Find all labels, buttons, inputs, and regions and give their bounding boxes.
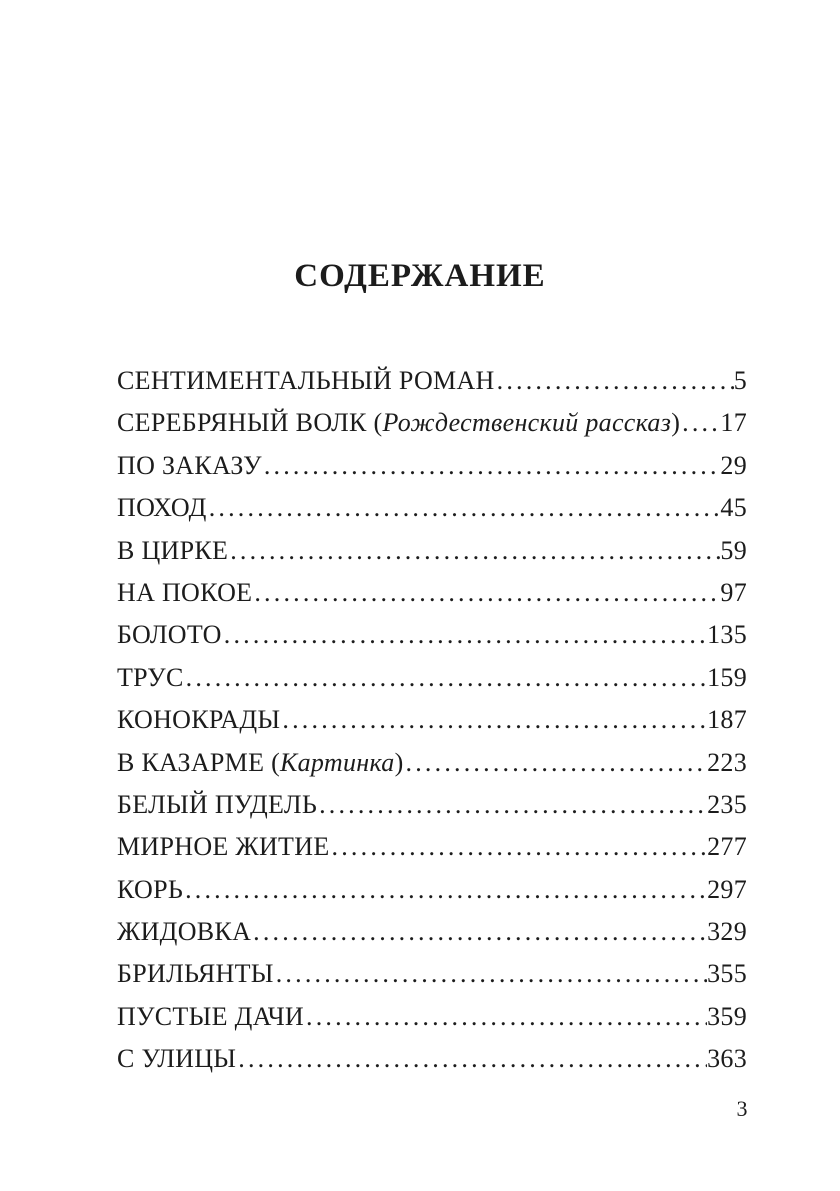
dot-leader	[228, 530, 720, 572]
toc-entry-page-number: 29	[720, 450, 747, 480]
toc-entry-title-group	[117, 614, 222, 656]
dot-leader	[236, 1038, 707, 1080]
toc-entry-title: СЕРЕБРЯНЫЙ ВОЛК	[117, 408, 367, 438]
toc-entry-title: ТРУС	[117, 662, 184, 692]
dot-leader	[207, 487, 721, 529]
toc-entry-title: БОЛОТО	[117, 620, 222, 650]
toc-entry-page-number: 59	[720, 535, 747, 565]
toc-entry-page-number: 187	[707, 705, 747, 735]
toc-entry-page-number: 159	[707, 662, 747, 692]
dot-leader	[251, 911, 707, 953]
toc-entry-page-number: 223	[707, 747, 747, 777]
toc-entry-title: БРИЛЬЯНТЫ	[117, 959, 274, 989]
toc-entry-title: ПО ЗАКАЗУ	[117, 450, 262, 480]
dot-leader	[274, 953, 707, 995]
toc-entry-title: В КАЗАРМЕ	[117, 747, 265, 777]
toc-entry-title-group	[117, 699, 280, 741]
toc-entry-page-number: 97	[720, 577, 747, 607]
toc-entry	[117, 572, 747, 614]
toc-entry	[117, 742, 747, 784]
dot-leader	[317, 784, 707, 826]
toc-entry-page-number: 135	[707, 620, 747, 650]
toc-entry	[117, 953, 747, 995]
toc-entry-title-group	[117, 487, 207, 529]
dot-leader	[183, 869, 707, 911]
toc-entry	[117, 1038, 747, 1080]
toc-entry-title-group	[117, 826, 330, 868]
toc-entry-title-group	[117, 657, 184, 699]
toc-entry-title: ЖИДОВКА	[117, 917, 252, 947]
toc-entry-title-group	[117, 869, 183, 911]
toc-entry-page-number: 329	[707, 917, 747, 947]
toc-entry-title-group	[117, 530, 228, 572]
dot-leader	[184, 657, 707, 699]
dot-leader	[404, 742, 708, 784]
toc-entry-title-group: СЕРЕБРЯНЫЙ ВОЛК (Рождественский рассказ)	[117, 408, 681, 438]
toc-entry-title-group: В КАЗАРМЕ (Картинка)	[117, 747, 404, 777]
toc-entry	[117, 911, 747, 953]
toc-entry-title: КОРЬ	[117, 874, 184, 904]
toc-entry	[117, 487, 747, 529]
toc-entry-subtitle: Рождественский рассказ	[382, 408, 672, 438]
toc-entry-title: В ЦИРКЕ	[117, 535, 229, 565]
toc-entry	[117, 996, 747, 1038]
toc-entry-page-number: 235	[707, 789, 747, 819]
toc-entry-title-group	[117, 572, 252, 614]
dot-leader	[304, 996, 707, 1038]
toc-entry-title-group	[117, 784, 317, 826]
toc-entry-title-group	[117, 996, 304, 1038]
toc-entry	[117, 614, 747, 656]
toc-entry-title: НА ПОКОЕ	[117, 577, 253, 607]
toc-entry	[117, 360, 747, 402]
dot-leader	[680, 402, 720, 444]
table-of-contents	[117, 360, 747, 1081]
dot-leader	[262, 445, 721, 487]
toc-entry-page-number: 355	[707, 959, 747, 989]
toc-entry	[117, 530, 747, 572]
toc-entry	[117, 826, 747, 868]
dot-leader	[252, 572, 720, 614]
toc-entry-title-group	[117, 1038, 236, 1080]
toc-entry-page-number: 297	[707, 874, 747, 904]
toc-entry-title: КОНОКРАДЫ	[117, 705, 281, 735]
toc-entry	[117, 445, 747, 487]
toc-entry	[117, 869, 747, 911]
toc-entry-title-group	[117, 953, 274, 995]
toc-entry	[117, 784, 747, 826]
dot-leader	[222, 614, 707, 656]
dot-leader	[330, 826, 708, 868]
toc-entry-title: БЕЛЫЙ ПУДЕЛЬ	[117, 789, 318, 819]
toc-entry-title: С УЛИЦЫ	[117, 1044, 237, 1074]
toc-entry-page-number: 17	[720, 408, 747, 438]
toc-entry-title-group	[117, 360, 495, 402]
toc-entry-subtitle: Картинка	[280, 747, 395, 777]
toc-entry-title: МИРНОЕ ЖИТИЕ	[117, 832, 330, 862]
toc-entry-page-number: 277	[707, 832, 747, 862]
toc-entry-title: ПУСТЫЕ ДАЧИ	[117, 1001, 305, 1031]
toc-entry-title: СЕНТИМЕНТАЛЬНЫЙ РОМАН	[117, 366, 495, 395]
toc-entry-page-number: 359	[707, 1001, 747, 1031]
toc-entry-title: ПОХОД	[117, 493, 207, 523]
toc-entry-page-number: 363	[707, 1044, 747, 1074]
page-title: СОДЕРЖАНИЕ	[294, 258, 546, 294]
toc-entry-title-group	[117, 445, 262, 487]
dot-leader	[495, 360, 734, 402]
toc-entry	[117, 402, 747, 444]
toc-entry-title-group	[117, 911, 251, 953]
page-number: 3	[736, 1096, 748, 1121]
toc-entry-page-number: 5	[733, 366, 747, 395]
toc-entry	[117, 699, 747, 741]
toc-entry-page-number: 45	[720, 493, 747, 523]
toc-entry	[117, 657, 747, 699]
dot-leader	[280, 699, 707, 741]
